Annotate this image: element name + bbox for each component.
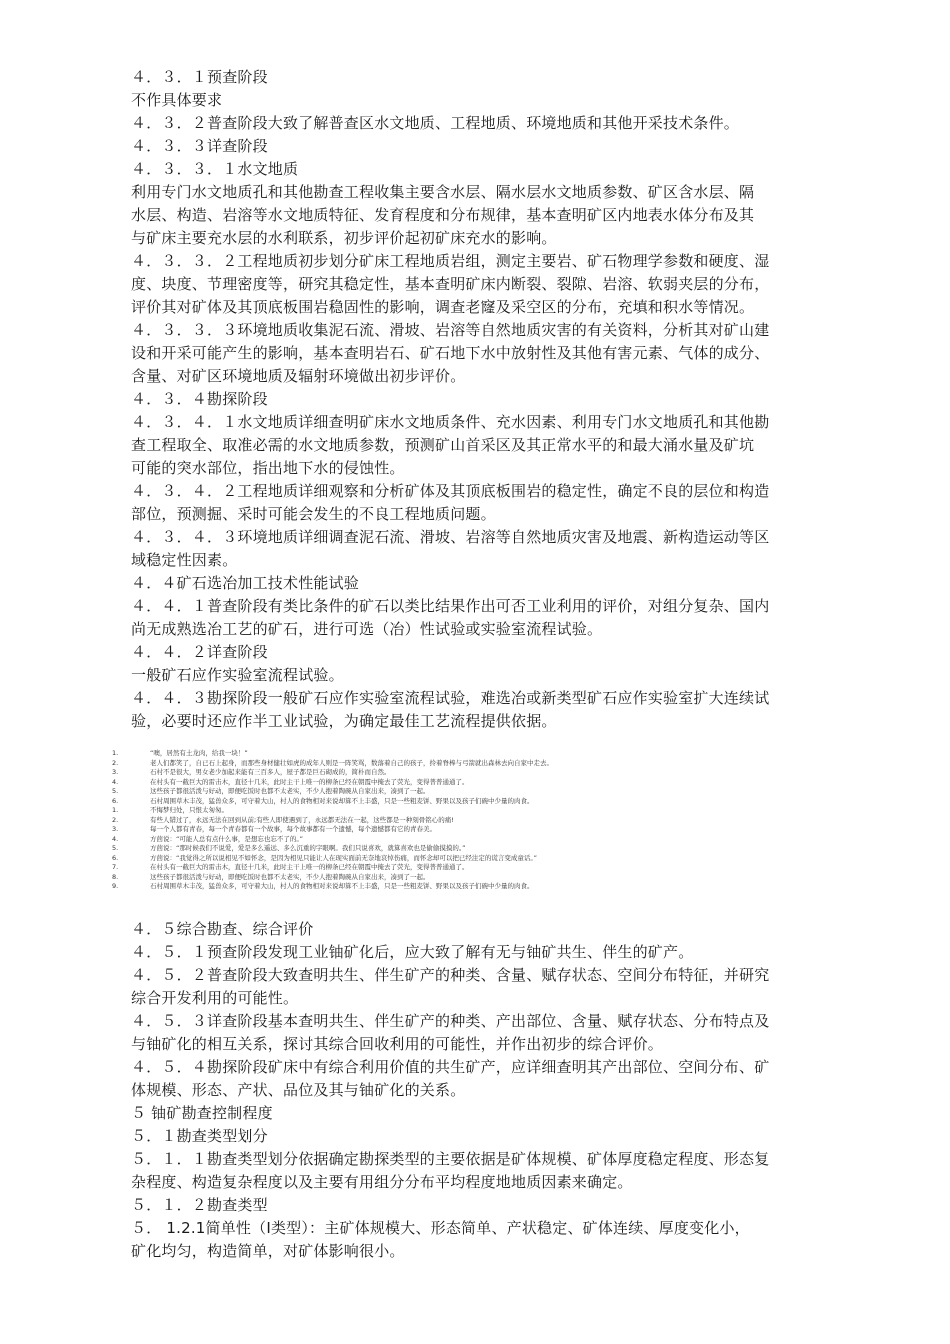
footnote-number: 4.: [112, 834, 119, 843]
footnote-list: [112, 749, 812, 892]
footnote-item: [112, 835, 812, 845]
footnote-text: 这些孩子都很活泼与好动，即便吃饭时也都不太老实，不少人抱着陶碗从自家出来，凑到了一起。: [150, 872, 430, 881]
text-line: 体规模、形态、产状、品位及其与铀矿化的关系。: [131, 1080, 466, 1099]
text-block-groundwater-stages: [131, 66, 841, 733]
footnote-item: [112, 778, 812, 788]
text-line: ５．１．１勘查类型划分依据确定勘探类型的主要依据是矿体规模、矿体厚度稳定程度、形态复: [131, 1149, 770, 1168]
text-line: 杂程度、构造复杂程度以及主要有用组分分布平均程度地地质因素来确定。: [131, 1172, 633, 1191]
footnote-text: 石村周围草木丰茂，猛兽众多，可守着大山，村人的食物相对来说却算不上丰盛，只是一些粗麦饼、野果以及孩子们碗中少量的肉食。: [150, 882, 534, 890]
text-line: ４．４．１普查阶段有类比条件的矿石以类比结果作出可否工业利用的评价，对组分复杂、国内: [131, 597, 770, 615]
text-line: 尚无成熟选冶工艺的矿石，进行可选（冶）性试验或实验室流程试验。: [131, 620, 603, 638]
footnote-text: 这些孩子都很活泼与好动，即便吃饭时也都不太老实，不少人抱着陶碗从自家出来，凑到了一起。: [150, 787, 430, 795]
text-line: ４．３．４．２工程地质详细观察和分析矿体及其顶底板围岩的稳定性，确定不良的层位和构造: [131, 482, 770, 500]
footnote-text: 石村不是很大，男女老少加起来能有三百多人，屋子都是巨石砌成的，简朴而自然。: [150, 768, 391, 776]
footnote-item: [112, 854, 812, 864]
footnote-item: [112, 882, 812, 892]
text-line: ４．４矿石选冶加工技术性能试验: [131, 574, 360, 592]
footnote-item: [112, 806, 812, 816]
footnote-text: 老人们都笑了，自已石上起身，而那些身材健壮如虎的成年人则是一阵笑骂，数落着自己的孩子，拎着脊棒与弓箭就出森林去向自家中走去。: [150, 758, 553, 767]
footnote-number: 2.: [112, 758, 119, 767]
footnote-text: 方茴说：“可能人总有点什么事，是想忘也忘不了的。”: [150, 834, 303, 843]
footnote-item: [112, 768, 812, 778]
text-line: 与矿床主要充水层的水利联系，初步评价起初矿床充水的影响。: [131, 229, 557, 247]
footnote-text: 方茴说：“我觉得之所以说相见不如怀念，是因为相见只能让人在现实面前无奈地哀悼伤痛，而怀念却可以把已经注定的谎言变成童话。”: [150, 853, 537, 862]
footnote-text: 每一个人都有青春，每一个青春都有一个故事，每个故事都有一个遗憾，每个遗憾都有它的青春美。: [150, 825, 436, 833]
text-line: 不作具体要求: [131, 91, 223, 109]
text-line: ５．１．２勘查类型: [131, 1195, 268, 1214]
text-line: 可能的突水部位，指出地下水的侵蚀性。: [131, 459, 405, 477]
text-line: 度、块度、节理密度等，研究其稳定性，基本查明矿床内断裂、裂隙、岩溶、软弱夹层的分布，: [131, 275, 770, 293]
footnote-number: 9.: [112, 882, 119, 890]
text-line: ４．３．４勘探阶段: [131, 390, 268, 408]
text-line: 与铀矿化的相互关系，探讨其综合回收利用的可能性，并作出初步的综合评价。: [131, 1034, 664, 1053]
text-line: ４．５．１预查阶段发现工业铀矿化后，应大致了解有无与铀矿共生、伴生的矿产。: [131, 942, 694, 961]
text-line: 域稳定性因素。: [131, 551, 238, 569]
text-line: ４．５综合勘查、综合评价: [131, 919, 314, 938]
footnote-number: 6.: [112, 853, 119, 862]
text-line: 部位，预测掘、采时可能会发生的不良工程地质问题。: [131, 505, 496, 523]
text-line: ４．４．３勘探阶段一般矿石应作实验室流程试验，难选冶或新类型矿石应作实验室扩大连续试: [131, 689, 770, 707]
footnote-number: 7.: [112, 863, 119, 871]
footnote-number: 1.: [112, 806, 119, 814]
text-line: ４．５．３详查阶段基本查明共生、伴生矿产的种类、产出部位、含量、赋存状态、分布特点及: [131, 1011, 770, 1030]
text-line: 验，必要时还应作半工业试验，为确定最佳工艺流程提供依据。: [131, 712, 557, 730]
text-line: ４．３．４．３环境地质详细调查泥石流、滑坡、岩溶等自然地质灾害及地震、新构造运动等区: [131, 528, 770, 546]
footnote-text: 在村头有一截巨大的雷击木，直径十几米，此时主干上唯一的柳条已经在朝霞中掩去了荧光，变得普普通通了。: [150, 777, 469, 786]
footnote-item: [112, 873, 812, 883]
footnote-number: 5.: [112, 787, 119, 795]
text-line: ４．３．２普查阶段大致了解普查区水文地质、工程地质、环境地质和其他开采技术条件。: [131, 114, 740, 132]
text-line: ４．３．３详查阶段: [131, 137, 268, 155]
text-line: ５． 1.2.1简单性（Ⅰ类型）：主矿体规模大、形态简单、产状稳定、矿体连续、厚度变化小，: [131, 1218, 750, 1237]
text-line: ４．４．２详查阶段: [131, 643, 268, 661]
footnote-item: [112, 749, 812, 759]
footnote-number: 8.: [112, 872, 119, 881]
footnote-number: 4.: [112, 777, 119, 786]
footnote-number: 1.: [112, 749, 119, 757]
footnote-text: 在村头有一截巨大的雷击木，直径十几米，此时主干上唯一的柳条已经在朝霞中掩去了荧光，变得普普通通了。: [150, 863, 469, 871]
text-line: ５．１勘查类型划分: [131, 1126, 268, 1145]
text-line: 查工程取全、取准必需的水文地质参数，预测矿山首采区及其正常水平的和最大涌水量及矿坑: [131, 436, 755, 454]
text-line: ４．３．１预查阶段: [131, 68, 268, 86]
footnote-item: [112, 825, 812, 835]
footnote-text: 不悔梦归处，只恨太匆匆。: [150, 806, 228, 814]
footnote-number: 5.: [112, 844, 119, 852]
text-line: 水层、构造、岩溶等水文地质特征、发育程度和分布规律，基本查明矿区内地表水体分布及其: [131, 206, 755, 224]
footnote-text: 方茴说：“那时候我们不说爱，爱是多么遥远、多么沉重的字眼啊。我们只说喜欢，就算喜欢也是偷偷摸摸的。”: [150, 844, 466, 852]
text-line: ５ 铀矿勘查控制程度: [131, 1103, 273, 1122]
footnote-text: “噢，居然有土龙肉，给我一块！”: [150, 749, 248, 757]
text-line: 设和开采可能产生的影响，基本查明岩石、矿石地下水中放射性及其他有害元素、气体的成分、: [131, 344, 770, 362]
text-line: ４．３．３．２工程地质初步划分矿床工程地质岩组，测定主要岩、矿石物理学参数和硬度、湿: [131, 252, 770, 270]
text-line: ４．３．３．１水文地质: [131, 160, 299, 178]
text-block-comprehensive-evaluation: [131, 918, 841, 1263]
footnote-item: [112, 863, 812, 873]
text-line: 评价其对矿体及其顶底板围岩稳固性的影响，调查老窿及采空区的分布，充填和积水等情况。: [131, 298, 755, 316]
text-line: 含量、对矿区环境地质及辐射环境做出初步评价。: [131, 367, 466, 385]
text-line: ４．３．３．３环境地质收集泥石流、滑坡、岩溶等自然地质灾害的有关资料，分析其对矿山建: [131, 321, 770, 339]
text-line: 综合开发利用的可能性。: [131, 988, 299, 1007]
document-page: [112, 66, 841, 1263]
footnote-item: [112, 787, 812, 797]
text-line: 矿化均匀，构造简单，对矿体影响很小。: [131, 1241, 405, 1260]
footnote-text: 有些人错过了，永远无法在回到从前;有些人即使遇到了，永远都无法在一起，这些都是一种刻骨铭心的痛!: [150, 815, 454, 824]
footnote-item: [112, 759, 812, 769]
footnote-number: 3.: [112, 768, 119, 776]
footnote-item: [112, 797, 812, 807]
footnote-number: 6.: [112, 796, 119, 805]
text-line: ４．３．４．１水文地质详细查明矿床水文地质条件、充水因素、利用专门水文地质孔和其他勘: [131, 413, 770, 431]
text-line: 利用专门水文地质孔和其他勘查工程收集主要含水层、隔水层水文地质参数、矿区含水层、隔: [131, 183, 755, 201]
footnote-text: 石村周围草木丰茂，猛兽众多，可守着大山，村人的食物相对来说却算不上丰盛，只是一些粗麦饼、野果以及孩子们碗中少量的肉食。: [150, 796, 534, 805]
text-line: ４．５．４勘探阶段矿床中有综合利用价值的共生矿产，应详细查明其产出部位、空间分布、矿: [131, 1057, 770, 1076]
footnote-number: 2.: [112, 815, 119, 824]
footnote-item: [112, 844, 812, 854]
text-line: ４．５．２普查阶段大致查明共生、伴生矿产的种类、含量、赋存状态、空间分布特征，并研究: [131, 965, 770, 984]
text-line: 一般矿石应作实验室流程试验。: [131, 666, 344, 684]
footnote-number: 3.: [112, 825, 119, 833]
footnote-item: [112, 816, 812, 826]
